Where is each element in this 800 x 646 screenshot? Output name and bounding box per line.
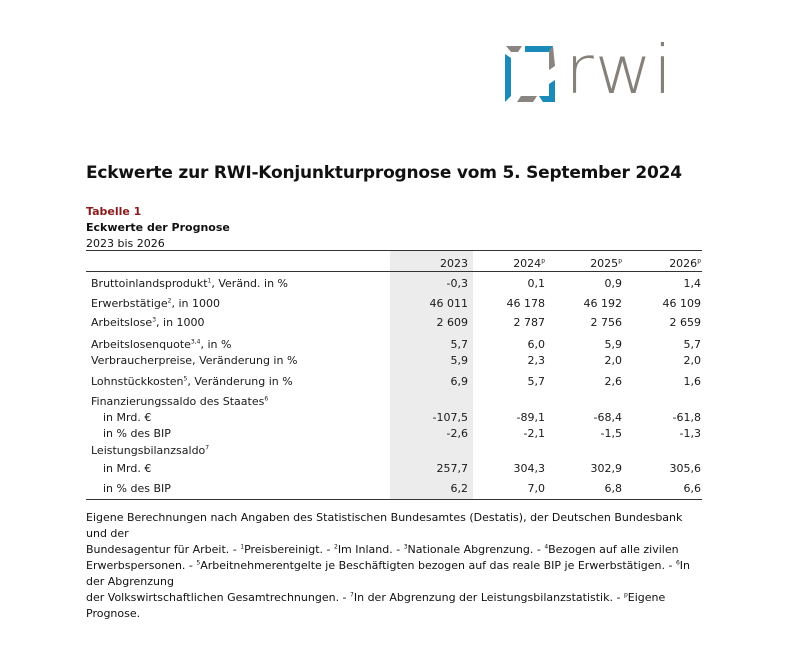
table-title: Eckwerte der Prognose: [86, 221, 230, 234]
cell-2024: 2 787: [513, 316, 545, 329]
cell-2023: 6,2: [450, 482, 468, 495]
footnote-line: Bundesagentur für Arbeit. - $^1$Preisbereinigt. - $^2$Im Inland. - $^3$Nationale Abgrenzung. - $^4$Bezogen auf alle zivilen: [86, 543, 679, 556]
column-header: 2024$^p$: [513, 257, 545, 270]
row-label: Finanzierungssaldo des Staates$^6$: [91, 395, 269, 408]
cell-2026: 5,7: [683, 338, 701, 351]
cell-2026: -1,3: [679, 427, 701, 440]
cell-2023: 5,9: [450, 354, 468, 367]
footnote-line: Eigene Berechnungen nach Angaben des Statistischen Bundesamtes (Destatis), der Deutschen Bundesbank und der: [86, 511, 683, 540]
table-group-row: [86, 440, 702, 457]
cell-2023: 46 011: [429, 297, 468, 310]
page-title: Eckwerte zur RWI-Konjunkturprognose vom 5. September 2024: [86, 163, 682, 183]
table-row: [86, 329, 702, 351]
row-label: Leistungsbilanzsaldo$^7$: [91, 444, 210, 457]
cell-2023: -107,5: [432, 411, 468, 424]
cell-2025: 46 192: [583, 297, 622, 310]
cell-2025: 2,0: [604, 354, 622, 367]
cell-2026: 2 659: [669, 316, 701, 329]
row-label: Bruttoinlandsprodukt$^1$, Veränd. in %: [91, 277, 288, 290]
cell-2025: -1,5: [600, 427, 622, 440]
cell-2023: 5,7: [450, 338, 468, 351]
cell-2024: 304,3: [513, 462, 545, 475]
row-label: Lohnstückkosten$^5$, Veränderung in %: [91, 375, 293, 388]
table-row: [86, 457, 702, 475]
cell-2024: 2,3: [527, 354, 545, 367]
row-label: Arbeitslosenquote$^{3,4}$, in %: [91, 338, 232, 351]
cell-2026: 1,6: [683, 375, 701, 388]
column-header: 2026$^p$: [669, 257, 701, 270]
table-row: [86, 367, 702, 388]
row-label: in % des BIP: [103, 482, 171, 495]
row-label: in Mrd. €: [103, 411, 152, 424]
cell-2025: 302,9: [590, 462, 622, 475]
cell-2024: 6,0: [527, 338, 545, 351]
table-row: [86, 475, 702, 499]
table-period: 2023 bis 2026: [86, 237, 165, 250]
row-label: in Mrd. €: [103, 462, 152, 475]
table-row: [86, 310, 702, 329]
footnote-line: der Volkswirtschaftlichen Gesamtrechnungen. - $^7$In der Abgrenzung der Leistungsbilanzstatistik. - $^p$Eigene Prognose.: [86, 591, 666, 620]
cell-2024: 0,1: [527, 277, 545, 290]
cell-2024: 5,7: [527, 375, 545, 388]
table-row: [86, 424, 702, 440]
column-header: 2025$^p$: [590, 257, 622, 270]
cell-2025: -68,4: [593, 411, 622, 424]
table-row: [86, 408, 702, 424]
rwi-logo-mark-icon: [503, 44, 557, 104]
cell-2023: -0,3: [446, 277, 468, 290]
cell-2024: 46 178: [506, 297, 545, 310]
cell-2024: 7,0: [527, 482, 545, 495]
cell-2026: 2,0: [683, 354, 701, 367]
cell-2023: 2 609: [436, 316, 468, 329]
table-row: [86, 270, 702, 290]
cell-2025: 2 756: [590, 316, 622, 329]
cell-2026: 305,6: [669, 462, 701, 475]
cell-2023: -2,6: [446, 427, 468, 440]
row-label: Arbeitslose$^3$, in 1000: [91, 316, 205, 329]
table-row: [86, 290, 702, 310]
cell-2026: -61,8: [672, 411, 701, 424]
cell-2025: 5,9: [604, 338, 622, 351]
cell-2026: 6,6: [683, 482, 701, 495]
row-label: Verbraucherpreise, Veränderung in %: [91, 354, 298, 367]
cell-2023: 257,7: [436, 462, 468, 475]
table-group-row: [86, 388, 702, 408]
row-label: in % des BIP: [103, 427, 171, 440]
cell-2025: 2,6: [604, 375, 622, 388]
cell-2026: 1,4: [683, 277, 701, 290]
cell-2026: 46 109: [662, 297, 701, 310]
table-header-row: [86, 251, 702, 270]
cell-2024: -89,1: [516, 411, 545, 424]
cell-2025: 6,8: [604, 482, 622, 495]
table-number: Tabelle 1: [86, 205, 142, 218]
cell-2024: -2,1: [523, 427, 545, 440]
table-row: [86, 351, 702, 367]
rwi-logo: [503, 31, 703, 109]
column-header: 2023: [440, 257, 468, 270]
row-label: Erwerbstätige$^2$, in 1000: [91, 297, 220, 310]
table-footnotes: [86, 510, 706, 622]
rwi-logo-text: rwi: [565, 31, 674, 109]
cell-2023: 6,9: [450, 375, 468, 388]
footnote-line: Erwerbspersonen. - $^5$Arbeitnehmerentgelte je Beschäftigten bezogen auf das reale BIP je Erwerbstätigen. - $^6$In der Abgrenzung: [86, 559, 690, 588]
cell-2025: 0,9: [604, 277, 622, 290]
forecast-table: [86, 250, 702, 500]
